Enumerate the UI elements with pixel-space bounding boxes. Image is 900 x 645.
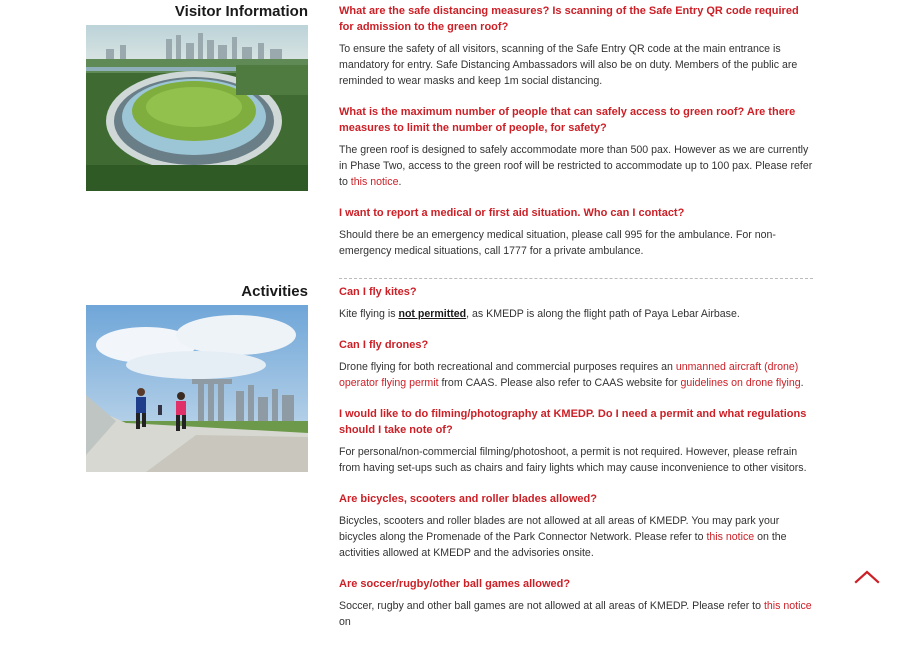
faq-question: Are soccer/rugby/other ball games allowed? — [339, 578, 571, 590]
notice-link[interactable]: this notice — [763, 600, 812, 612]
back-to-top-button[interactable] — [852, 566, 882, 588]
section-title-activities: Activities — [241, 283, 308, 300]
faq-question: Are bicycles, scooters and roller blades allowed? — [339, 493, 597, 505]
answer-text: . — [398, 176, 402, 188]
answer-text: Should there be an emergency medical situation, please call 995 for the ambulance. For non-emergency medical situations, call 1777 for a private ambulance. — [339, 229, 776, 257]
faq-item — [339, 576, 813, 630]
faq-item — [339, 104, 813, 190]
faq-question: I want to report a medical or first aid situation. Who can I contact? — [339, 207, 685, 219]
answer-text: on — [339, 616, 351, 628]
faq-question: I would like to do filming/photography at KMEDP. Do I need a permit and what regulations should I take note of? — [339, 408, 807, 436]
answer-text: Soccer, rugby and other ball games are not allowed at all areas of KMEDP. Please refer to — [339, 600, 764, 612]
activities-faq-list — [339, 284, 813, 645]
faq-question: Can I fly kites? — [339, 286, 417, 298]
joggers-promenade-image — [86, 305, 308, 472]
faq-item — [339, 406, 813, 476]
faq-answer — [339, 41, 813, 89]
visitor-faq-list — [339, 3, 813, 274]
chevron-up-icon — [852, 566, 882, 588]
faq-item — [339, 337, 813, 391]
faq-item — [339, 491, 813, 561]
answer-text: The green roof is designed to safely accommodate more than 500 pax. However as we are currently in Phase Two, access to the green roof will be restricted to accommodate up to 100 pax. Please refer to — [339, 144, 813, 188]
faq-answer — [339, 227, 813, 259]
answer-text: For personal/non-commercial filming/photoshoot, a permit is not required. However, please refrain from having set-ups such as chairs and fairy lights which may cause inconvenience to other visitors. — [339, 446, 807, 474]
notice-link[interactable]: this notice — [350, 176, 399, 188]
faq-answer — [339, 513, 813, 561]
faq-answer — [339, 306, 813, 322]
emphasis-text: not permitted — [398, 308, 467, 320]
green-roof-aerial-image — [86, 25, 308, 191]
notice-link[interactable]: unmanned aircraft (drone) operator flying permit — [339, 361, 799, 389]
answer-text: from CAAS. Please also refer to CAAS website for — [438, 377, 681, 389]
answer-text: on the activities allowed at KMEDP and the advisories onsite. — [339, 531, 787, 559]
faq-answer — [339, 359, 813, 391]
answer-text: Kite flying is — [339, 308, 399, 320]
faq-item — [339, 3, 813, 89]
notice-link[interactable]: guidelines on drone flying — [680, 377, 801, 389]
notice-link[interactable]: this notice — [706, 531, 755, 543]
answer-text: Drone flying for both recreational and commercial purposes requires an — [339, 361, 676, 373]
faq-question: What are the safe distancing measures? Is scanning of the Safe Entry QR code required for admission to the green roof? — [339, 5, 799, 33]
faq-item — [339, 284, 813, 322]
answer-text: To ensure the safety of all visitors, scanning of the Safe Entry QR code at the main entrance is mandatory for entry. Safe Distancing Ambassadors will also be on duty. Members of the public are reminded to wear masks and keep 1m social distancing. — [339, 43, 798, 87]
answer-text: , as KMEDP is along the flight path of Paya Lebar Airbase. — [466, 308, 740, 320]
answer-text: Bicycles, scooters and roller blades are not allowed at all areas of KMEDP. You may park your bicycles along the Promenade of the Park Connector Network. Please refer to — [339, 515, 780, 543]
faq-answer — [339, 598, 813, 630]
section-title-visitor-information: Visitor Information — [174, 3, 308, 20]
faq-answer — [339, 142, 813, 190]
faq-answer — [339, 444, 813, 476]
faq-question: What is the maximum number of people that can safely access to green roof? Are there measures to limit the number of people, for safety? — [339, 106, 796, 134]
section-divider — [339, 278, 813, 279]
faq-item — [339, 205, 813, 259]
answer-text: . — [800, 377, 804, 389]
faq-question: Can I fly drones? — [339, 339, 429, 351]
